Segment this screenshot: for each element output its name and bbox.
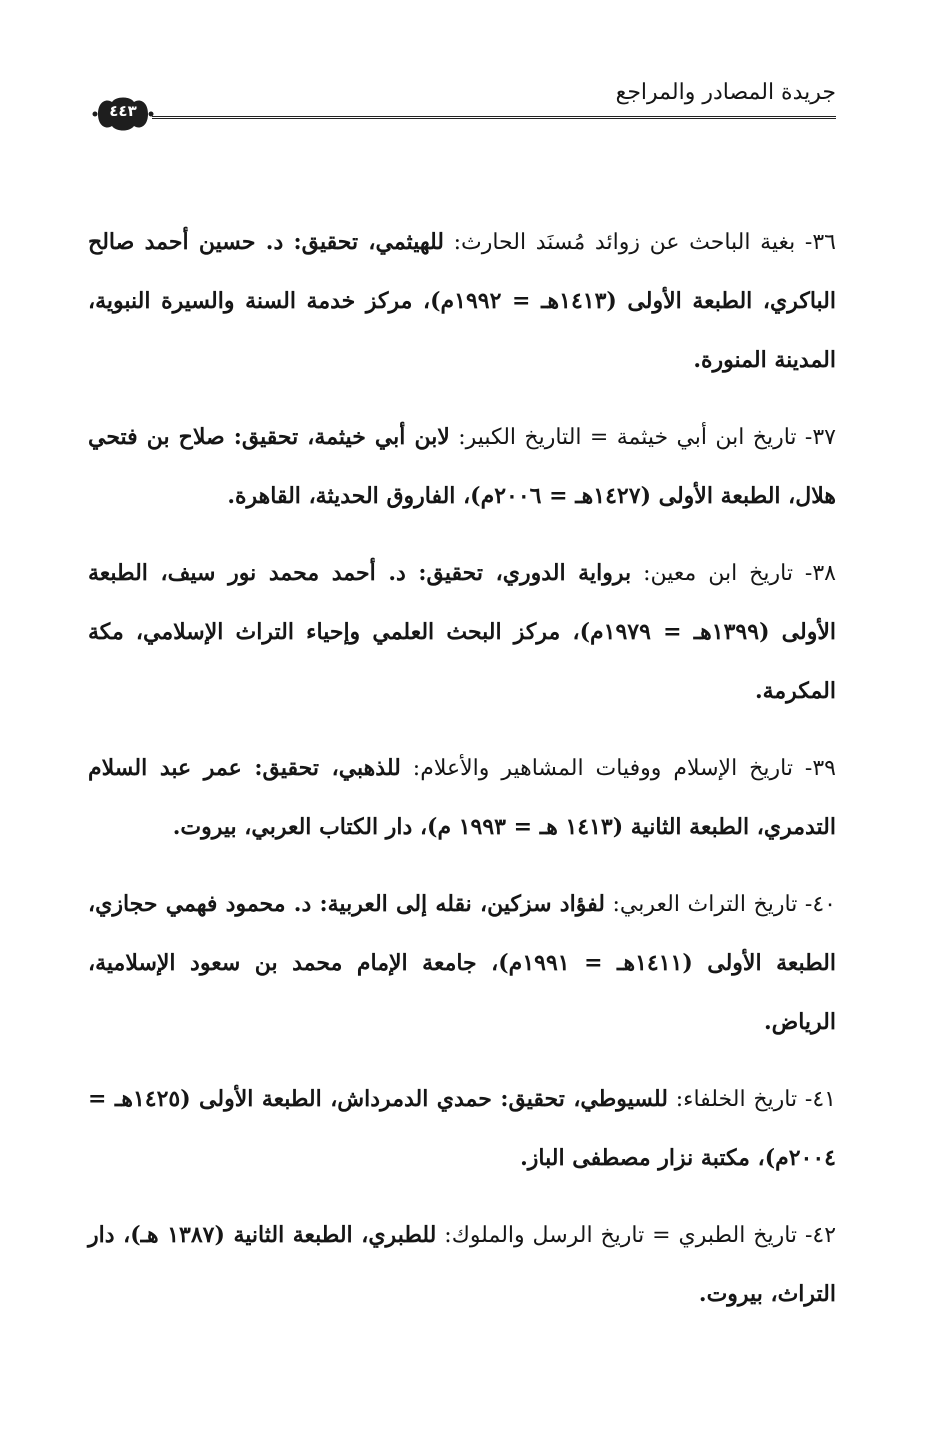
bibliography-entry bbox=[88, 213, 836, 390]
entry-body: للذهبي، تحقيق: عمر عبد السلام التدمري، الطبعة الثانية (١٤١٣ هـ = ١٩٩٣ م)، دار الكتاب العربي، بيروت. bbox=[88, 755, 836, 840]
entry-number: ٤٢- bbox=[804, 1223, 837, 1248]
bibliography-entry bbox=[88, 739, 836, 857]
header-rule bbox=[152, 116, 836, 119]
entry-number: ٤٠- bbox=[804, 892, 836, 917]
page-number: ٤٤٣ bbox=[109, 102, 137, 120]
entry-body: للطبري، الطبعة الثانية (١٣٨٧ هـ)، دار التراث، بيروت. bbox=[88, 1222, 836, 1307]
bibliography-entry bbox=[88, 1206, 836, 1324]
bibliography-entry bbox=[88, 875, 836, 1052]
entry-title: تاريخ ابن أبي خيثمة = التاريخ الكبير: bbox=[449, 425, 805, 450]
bibliography-entry bbox=[88, 408, 836, 526]
entry-number: ٣٧- bbox=[804, 425, 836, 450]
entry-title: تاريخ الخلفاء: bbox=[667, 1087, 805, 1112]
entry-number: ٣٦- bbox=[804, 230, 836, 255]
entry-body: للهيثمي، تحقيق: د. حسين أحمد صالح الباكري، الطبعة الأولى (١٤١٣هـ = ١٩٩٢م)، مركز خدمة السنة والسيرة النبوية، المدينة المنورة. bbox=[88, 229, 836, 373]
entry-title: بغية الباحث عن زوائد مُسنَد الحارث: bbox=[443, 230, 805, 255]
running-title: جريدة المصادر والمراجع bbox=[615, 80, 836, 105]
entry-number: ٣٨- bbox=[804, 561, 836, 586]
entry-number: ٤١- bbox=[804, 1087, 836, 1112]
entry-title: تاريخ الإسلام ووفيات المشاهير والأعلام: bbox=[400, 756, 805, 781]
bibliography-list bbox=[88, 213, 836, 1342]
page-header bbox=[92, 68, 836, 124]
bibliography-entry bbox=[88, 544, 836, 721]
entry-title: تاريخ الطبري = تاريخ الرسل والملوك: bbox=[436, 1223, 805, 1248]
entry-body: للسيوطي، تحقيق: حمدي الدمرداش، الطبعة الأولى (١٤٢٥هـ = ٢٠٠٤م)، مكتبة نزار مصطفى الباز. bbox=[88, 1086, 836, 1171]
entry-title: تاريخ التراث العربي: bbox=[604, 892, 805, 917]
entry-body: لابن أبي خيثمة، تحقيق: صلاح بن فتحي هلال، الطبعة الأولى (١٤٢٧هـ = ٢٠٠٦م)، الفاروق الحديثة، القاهرة. bbox=[88, 424, 836, 509]
page-number-badge bbox=[92, 92, 154, 136]
entry-body: برواية الدوري، تحقيق: د. أحمد محمد نور سيف، الطبعة الأولى (١٣٩٩هـ = ١٩٧٩م)، مركز البحث العلمي وإحياء التراث الإسلامي، مكة المكرمة. bbox=[88, 560, 836, 704]
entry-number: ٣٩- bbox=[804, 756, 836, 781]
bibliography-entry bbox=[88, 1070, 836, 1188]
entry-title: تاريخ ابن معين: bbox=[631, 561, 805, 586]
entry-body: لفؤاد سزكين، نقله إلى العربية: د. محمود فهمي حجازي، الطبعة الأولى (١٤١١هـ = ١٩٩١م)، جامعة الإمام محمد بن سعود الإسلامية، الرياض. bbox=[88, 891, 836, 1035]
